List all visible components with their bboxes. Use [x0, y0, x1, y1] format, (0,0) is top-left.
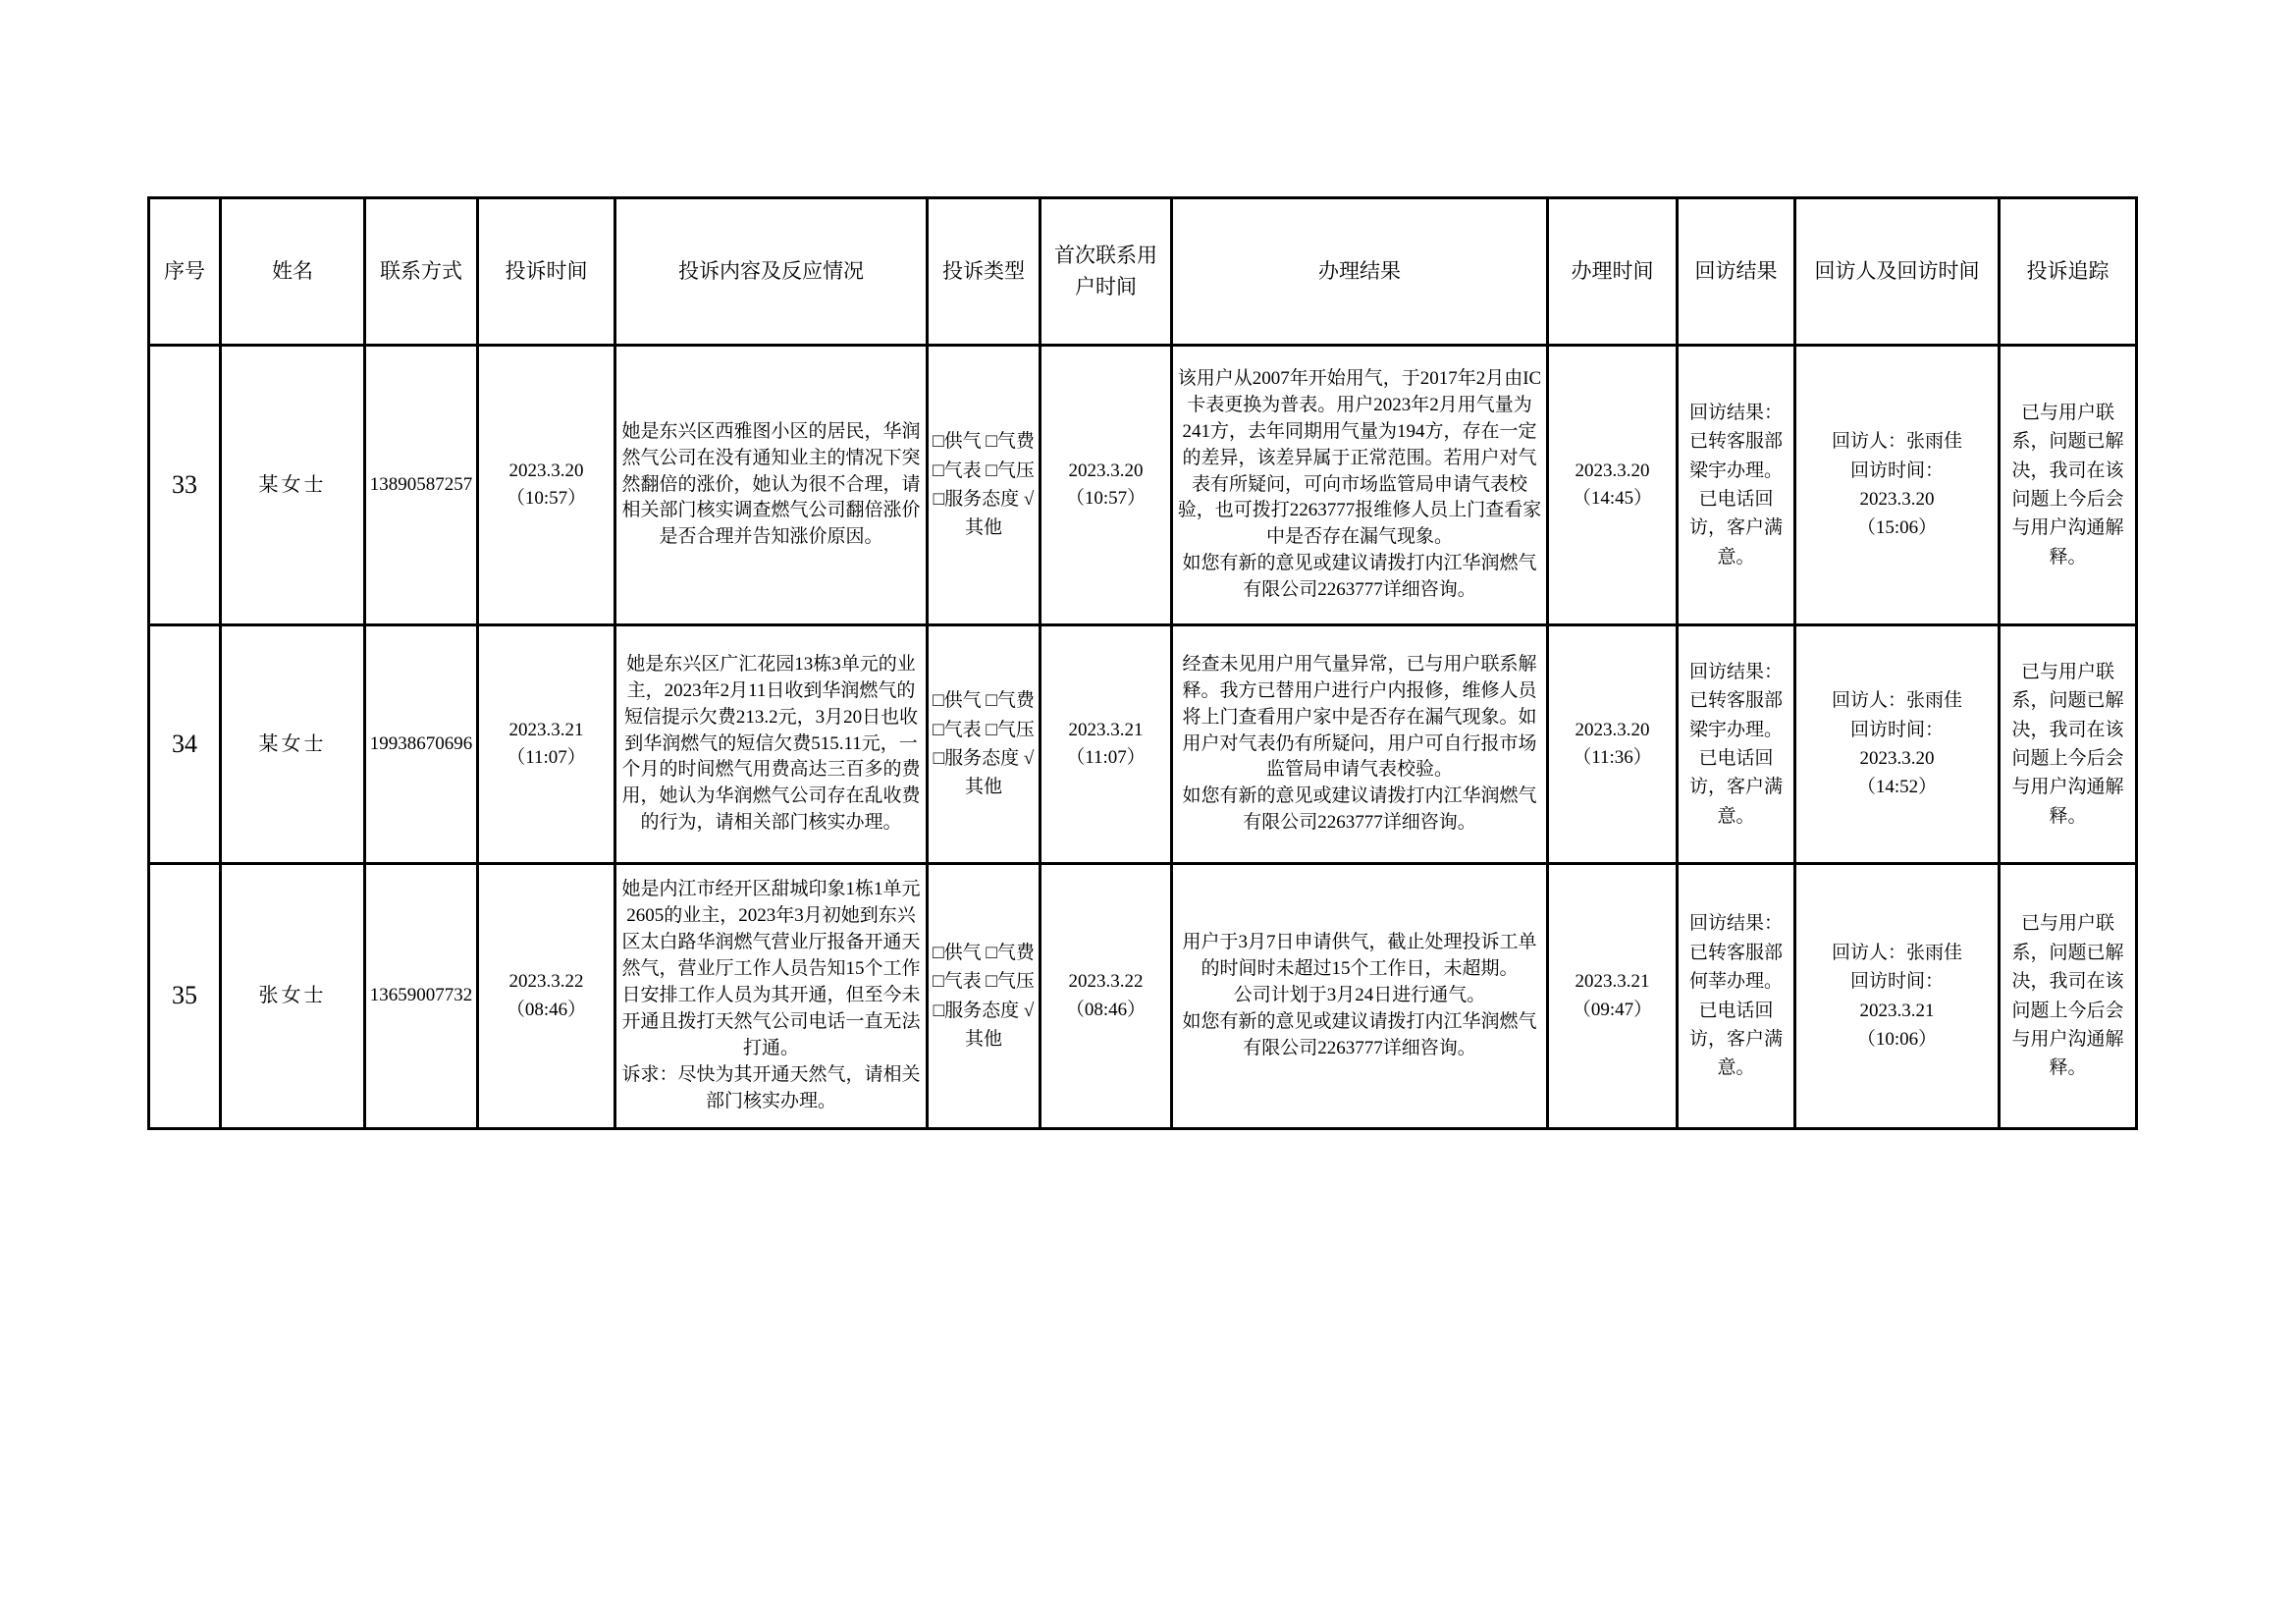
- cell-visit-result: 回访结果：已转客服部梁宇办理。已电话回访，客户满意。: [1678, 346, 1795, 625]
- cell-first-contact-time: 2023.3.21 （11:07）: [1041, 625, 1172, 864]
- cell-content: 她是东兴区广汇花园13栋3单元的业主，2023年2月11日收到华润燃气的短信提示欠费213.2元，3月20日也收到华润燃气的短信欠费515.11元，一个月的时间燃气用费高达三百多的费用，她认为华润燃气公司存在乱收费的行为，请相关部门核实办理。: [615, 625, 928, 864]
- cell-type: □供气 □气费 □气表 □气压 □服务态度 √其他: [928, 625, 1041, 864]
- cell-complaint-time: 2023.3.20 （10:57）: [478, 346, 615, 625]
- cell-result: 经查未见用户用气量异常，已与用户联系解释。我方已替用户进行户内报修，维修人员将上门查看用户家中是否存在漏气现象。如用户对气表仍有所疑问，用户可自行报市场监管局申请气表校验。 如您有新的意见或建议请拨打内江华润燃气有限公司2263777详细咨询。: [1172, 625, 1548, 864]
- col-header-seq: 序号: [149, 198, 221, 346]
- complaint-table-sheet: [147, 196, 2138, 1130]
- cell-visitor-and-time: 回访人：张雨佳 回访时间： 2023.3.20 （14:52）: [1795, 625, 2000, 864]
- cell-contact: 13659007732: [365, 864, 478, 1129]
- cell-contact: 13890587257: [365, 346, 478, 625]
- cell-name: 张女士: [221, 864, 365, 1129]
- col-header-contact: 联系方式: [365, 198, 478, 346]
- cell-visit-result: 回访结果：已转客服部何莘办理。已电话回访，客户满意。: [1678, 864, 1795, 1129]
- cell-visit-result: 回访结果：已转客服部梁宇办理。已电话回访，客户满意。: [1678, 625, 1795, 864]
- complaint-table: [147, 196, 2138, 1130]
- cell-visitor-and-time: 回访人：张雨佳 回访时间： 2023.3.20 （15:06）: [1795, 346, 2000, 625]
- col-header-complaint-time: 投诉时间: [478, 198, 615, 346]
- cell-content: 她是内江市经开区甜城印象1栋1单元2605的业主，2023年3月初她到东兴区太白路华润燃气营业厅报备开通天然气，营业厅工作人员告知15个工作日安排工作人员为其开通，但至今未开通且拨打天然气公司电话一直无法打通。 诉求：尽快为其开通天然气，请相关部门核实办理。: [615, 864, 928, 1129]
- col-header-visit-result: 回访结果: [1678, 198, 1795, 346]
- cell-tracking: 已与用户联系，问题已解决，我司在该问题上今后会与用户沟通解释。: [2000, 864, 2137, 1129]
- col-header-type: 投诉类型: [928, 198, 1041, 346]
- cell-seq: 33: [149, 346, 221, 625]
- cell-visitor-and-time: 回访人：张雨佳 回访时间： 2023.3.21 （10:06）: [1795, 864, 2000, 1129]
- table-row-35: [149, 864, 2137, 1129]
- cell-name: 某女士: [221, 625, 365, 864]
- col-header-visitor-and-time: 回访人及回访时间: [1795, 198, 2000, 346]
- col-header-name: 姓名: [221, 198, 365, 346]
- cell-seq: 34: [149, 625, 221, 864]
- cell-handle-time: 2023.3.21 （09:47）: [1548, 864, 1678, 1129]
- cell-complaint-time: 2023.3.22 （08:46）: [478, 864, 615, 1129]
- table-row-33: [149, 346, 2137, 625]
- col-header-result: 办理结果: [1172, 198, 1548, 346]
- cell-result: 用户于3月7日申请供气，截止处理投诉工单的时间时未超过15个工作日，未超期。 公司计划于3月24日进行通气。 如您有新的意见或建议请拨打内江华润燃气有限公司2263777详细咨询。: [1172, 864, 1548, 1129]
- cell-first-contact-time: 2023.3.20 （10:57）: [1041, 346, 1172, 625]
- cell-complaint-time: 2023.3.21 （11:07）: [478, 625, 615, 864]
- cell-handle-time: 2023.3.20 （11:36）: [1548, 625, 1678, 864]
- cell-first-contact-time: 2023.3.22 （08:46）: [1041, 864, 1172, 1129]
- cell-content: 她是东兴区西雅图小区的居民，华润然气公司在没有通知业主的情况下突然翻倍的涨价，她认为很不合理，请相关部门核实调查燃气公司翻倍涨价是否合理并告知涨价原因。: [615, 346, 928, 625]
- cell-handle-time: 2023.3.20 （14:45）: [1548, 346, 1678, 625]
- col-header-handle-time: 办理时间: [1548, 198, 1678, 346]
- cell-type: □供气 □气费 □气表 □气压 □服务态度 √其他: [928, 864, 1041, 1129]
- col-header-tracking: 投诉追踪: [2000, 198, 2137, 346]
- col-header-first-contact-time: 首次联系用户时间: [1041, 198, 1172, 346]
- cell-type: □供气 □气费 □气表 □气压 □服务态度 √其他: [928, 346, 1041, 625]
- table-row-34: [149, 625, 2137, 864]
- header-row: [149, 198, 2137, 346]
- cell-name: 某女士: [221, 346, 365, 625]
- cell-tracking: 已与用户联系，问题已解决，我司在该问题上今后会与用户沟通解释。: [2000, 346, 2137, 625]
- cell-contact: 19938670696: [365, 625, 478, 864]
- cell-seq: 35: [149, 864, 221, 1129]
- cell-tracking: 已与用户联系，问题已解决，我司在该问题上今后会与用户沟通解释。: [2000, 625, 2137, 864]
- cell-result: 该用户从2007年开始用气，于2017年2月由IC卡表更换为普表。用户2023年2月用气量为241方，去年同期用气量为194方，存在一定的差异，该差异属于正常范围。若用户对气表有所疑问，可向市场监管局申请气表校验，也可拨打2263777报维修人员上门查看家中是否存在漏气现象。 如您有新的意见或建议请拨打内江华润燃气有限公司2263777详细咨询。: [1172, 346, 1548, 625]
- col-header-content: 投诉内容及反应情况: [615, 198, 928, 346]
